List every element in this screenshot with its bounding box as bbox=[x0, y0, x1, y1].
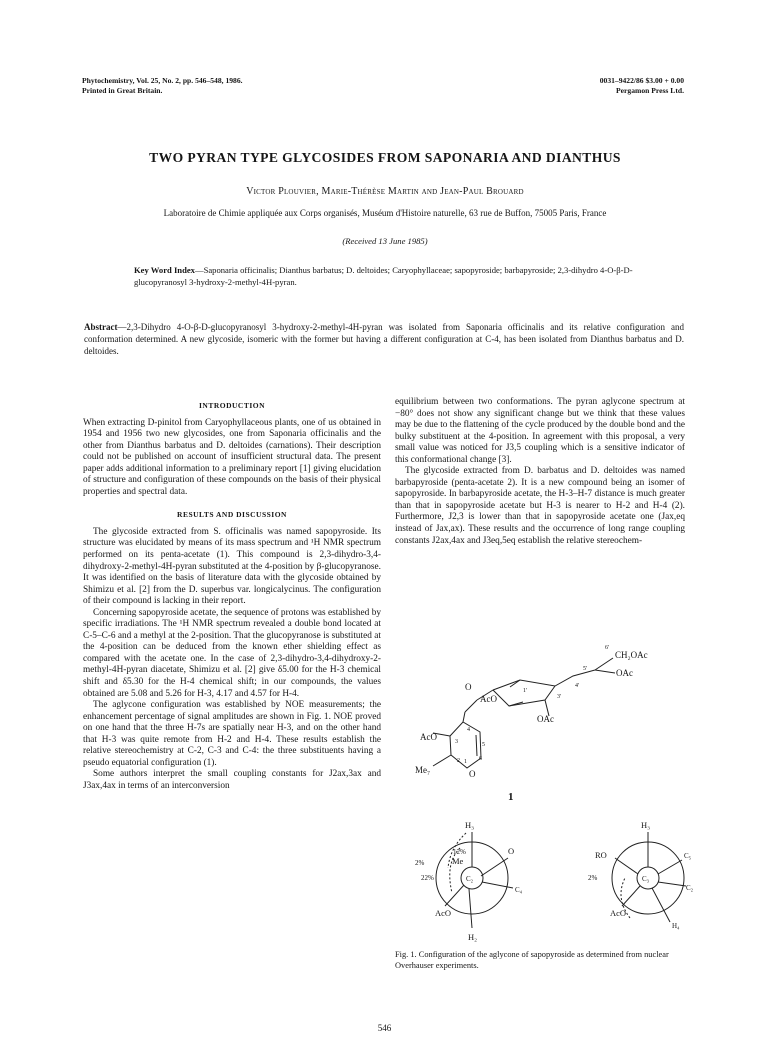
label-ring-6: 6 bbox=[479, 756, 482, 762]
left-aco: AcO bbox=[435, 908, 452, 918]
left-2pct: 2% bbox=[415, 859, 425, 867]
structure-1-diagram bbox=[405, 640, 695, 840]
label-5prime: 5' bbox=[583, 666, 588, 672]
left-o: O bbox=[508, 846, 515, 856]
abstract-label: Abstract bbox=[84, 322, 118, 332]
left-12pct: 12% bbox=[453, 848, 466, 856]
results-paragraph-3: The aglycone configuration was established by NOE measurements; the enhancement percentage of signal amplitudes are shown in Fig. 1. NOE proved on one hand that the three H-7s are spatially near H-3, and on the other hand that H-3 was quite remote from H-2 and H-4. These results establish the relative stereochemistry at C-2, C-3 and C-4: the three substituents having a pseudo equatorial configuration (1). bbox=[83, 700, 381, 768]
introduction-paragraph: When extracting D-pinitol from Caryophyllaceous plants, one of us obtained in 1954 and 1956 two new glycosides, one from Saponaria officinalis and the other from Dianthus barbatus and D. deltoides (carnations). Their description could not be published on account of insufficient structural data. The present paper adds additional information to a preliminary report [1] giving elucidation of structure and configuration of these compounds on the basis of their physical properties and spectral data. bbox=[83, 417, 381, 497]
keyword-index bbox=[134, 265, 654, 288]
right-paragraph-1: equilibrium between two conformations. The pyran aglycone spectrum at −80° does not show any significant change but we think that these values may be due to the flattening of the cycle produced by the double bond and the bulky substituent at the 4-position. In agreement with this proposal, a very small value was noticed for J3,5 coupling which is a sensitive indicator of this conformational change [3]. bbox=[395, 397, 685, 465]
left-c4: C₄ bbox=[515, 886, 523, 894]
label-ring-4: 4 bbox=[467, 727, 470, 733]
abstract-text: —2,3-Dihydro 4-O-β-D-glucopyranosyl 3-hydroxy-2-methyl-4H-pyran was isolated from Saponaria officinalis and its relative configuration and conformation determined. A new glycoside, isomeric with the former but having a different configuration at C-4, has been isolated from Dianthus barbatus and D. deltoides. bbox=[84, 322, 684, 356]
keyword-label: Key Word Index bbox=[134, 265, 195, 275]
paper-title: TWO PYRAN TYPE GLYCOSIDES FROM SAPONARIA AND DIANTHUS bbox=[149, 150, 621, 165]
label-o-link: O bbox=[465, 682, 472, 692]
label-3prime: 3' bbox=[557, 694, 562, 700]
abstract bbox=[84, 322, 684, 357]
journal-line-1: Phytochemistry, Vol. 25, No. 2, pp. 546–548, 1986. bbox=[82, 76, 243, 85]
left-22pct: 22% bbox=[421, 874, 434, 882]
label-oac-1: OAc bbox=[616, 668, 633, 678]
label-aco-ring: AcO bbox=[420, 732, 437, 742]
journal-line-2: Printed in Great Britain. bbox=[82, 86, 163, 95]
left-h3: H₃ bbox=[465, 820, 475, 830]
label-ring-1: 1 bbox=[464, 759, 467, 765]
label-6prime: 6' bbox=[605, 645, 610, 651]
right-c3: C₃ bbox=[642, 875, 650, 883]
right-paragraph-2: The glycoside extracted from D. barbatus and D. deltoides was named barbapyroside (penta-acetate 2). It is a new compound being an isomer of sapopyroside. In barbapyroside acetate, the H-3–H-7 distance is much greater than that in sapopyroside acetate but H-3 is nearer to H-2 and H-4 (2). Furthermore, J2,3 is lower than that in sapopyroside acetate one (Jax,eq instead of Jax,ax). These results and the occurrence of long range coupling constants J2ax,4ax and J3eq,5eq establish the relative stereochem- bbox=[395, 466, 685, 546]
right-2pct: 2% bbox=[588, 874, 598, 882]
left-h2: H₂ bbox=[468, 932, 478, 942]
authors: Victor Plouvier, Marie-Thérèse Martin and Jean-Paul Brouard bbox=[246, 186, 524, 197]
label-ring-3: 3 bbox=[455, 739, 458, 745]
results-heading: RESULTS AND DISCUSSION bbox=[177, 510, 287, 520]
label-aco-sugar: AcO bbox=[480, 694, 497, 704]
code-line-2: Pergamon Press Ltd. bbox=[616, 86, 684, 95]
right-aco: AcO bbox=[610, 908, 627, 918]
label-ring-5: 5 bbox=[482, 742, 485, 748]
newman-projections bbox=[390, 818, 700, 953]
code-line-1: 0031–9422/86 $3.00 + 0.00 bbox=[599, 76, 684, 85]
affiliation: Laboratoire de Chimie appliquée aux Corps organisés, Muséum d'Histoire naturelle, 63 rue de Buffon, 75005 Paris, France bbox=[163, 208, 607, 218]
right-h3: H₃ bbox=[641, 820, 651, 830]
results-paragraph-2: Concerning sapopyroside acetate, the sequence of protons was established by specific irradiations. The ¹H NMR spectrum revealed a double bond located at C-5–C-6 and a methyl at the 2-position. That the glucopyranose is substituted at the 4-position can be deduced from the known ether shielding effect as compared with the acetate one. In the case of 2,3-dihydro-3,4-dihydroxy-2-methyl-4H-pyran diacetate, Shimizu et al. [2] give δ5.00 for the H-3 chemical shift and δ5.30 for the H-4 chemical shift; in our compounds, the values obtained are 5.08 and 5.26 for H-3, 4.17 and 4.57 for H-4. bbox=[83, 607, 381, 699]
label-oac-2: OAc bbox=[537, 714, 554, 724]
right-h4: H₄ bbox=[672, 922, 680, 930]
right-ro: RO bbox=[595, 850, 607, 860]
label-ch2oac: CH₂OAc bbox=[615, 650, 648, 660]
page-number: 546 bbox=[377, 1023, 392, 1033]
label-ring-2: 2 bbox=[457, 758, 460, 764]
introduction-heading: INTRODUCTION bbox=[198, 401, 265, 410]
results-paragraph-1: The glycoside extracted from S. officinalis was named sapopyroside. Its structure was elucidated by means of its mass spectrum and ¹H NMR spectrum performed on its penta-acetate (1). This compound is 2,3-dihydro-3,4-dihydroxy-2-methyl-4H-pyran substituted at the 4-position by β-glucopyranose. It was identified on the basis of literature data with the glycoside obtained by Shimizu et al. [2] from the D. superbus var. longicalycinus. The configuration of their compound is lacking in their report. bbox=[83, 526, 381, 607]
right-c5: C₅ bbox=[684, 852, 692, 860]
label-me7: Me₇ bbox=[415, 765, 431, 775]
left-column bbox=[83, 400, 381, 793]
label-o-ring: O bbox=[469, 769, 476, 779]
label-4prime: 4' bbox=[575, 683, 580, 689]
received-date: (Received 13 June 1985) bbox=[342, 236, 428, 246]
compound-number: 1 bbox=[508, 791, 514, 803]
label-1prime: 1' bbox=[523, 688, 528, 694]
results-paragraph-4: Some authors interpret the small coupling constants for J2ax,3ax and J3ax,4ax in terms of an interconversion bbox=[83, 769, 381, 791]
right-c2: C₂ bbox=[686, 884, 694, 892]
figure-caption: Fig. 1. Configuration of the aglycone of sapopyroside as determined from nuclear Overhauser experiments. bbox=[395, 950, 669, 970]
journal-citation bbox=[82, 76, 243, 96]
left-c2: C₂ bbox=[466, 875, 474, 883]
left-me: Me bbox=[452, 856, 464, 866]
right-column bbox=[395, 397, 685, 547]
keyword-text: —Saponaria officinalis; Dianthus barbatus; D. deltoides; Caryophyllaceae; sapopyroside; barbapyroside; 2,3-dihydro 4-O-β-D-glucopyranosyl 3-hydroxy-2-methyl-4H-pyran. bbox=[134, 265, 633, 287]
publisher-code bbox=[600, 76, 684, 96]
